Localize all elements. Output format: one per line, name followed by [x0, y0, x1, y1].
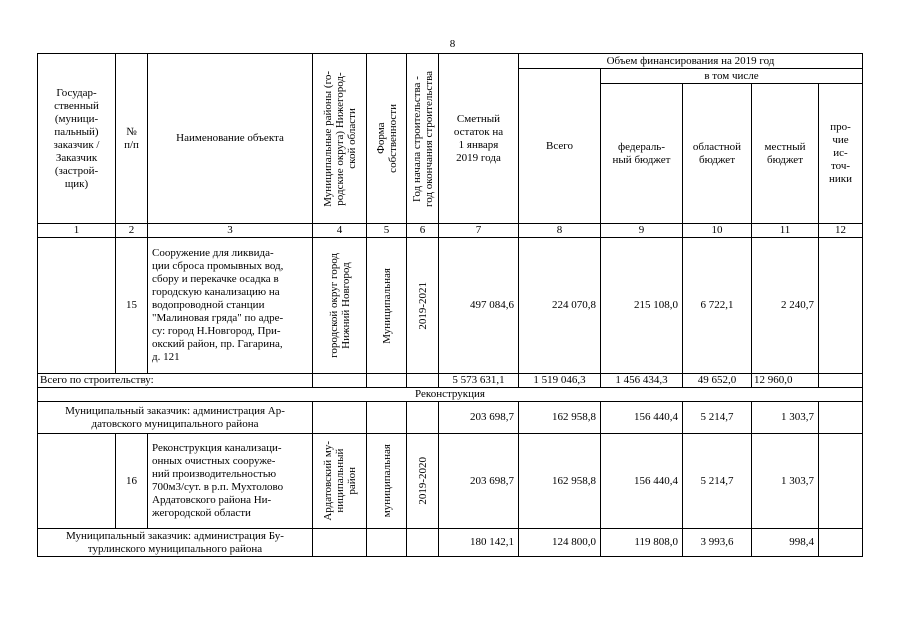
local-value: 1 303,7 — [752, 434, 819, 529]
years-cell: 2019-2020 — [407, 434, 439, 529]
other-value — [819, 374, 863, 388]
federal-value: 156 440,4 — [601, 402, 683, 434]
column-number: 8 — [519, 224, 601, 238]
local-value: 12 960,0 — [752, 374, 819, 388]
section-row — [38, 388, 863, 402]
total-value: 124 800,0 — [519, 529, 601, 557]
customer-cell — [38, 238, 116, 374]
federal-value: 215 108,0 — [601, 238, 683, 374]
regional-value: 49 652,0 — [683, 374, 752, 388]
column-number-row — [38, 224, 863, 238]
customer-label: Муниципальный заказчик: администрация Ар- датовского муниципального района — [38, 402, 313, 434]
federal-value: 119 808,0 — [601, 529, 683, 557]
total-value: 224 070,8 — [519, 238, 601, 374]
header-estimate: Сметный остаток на 1 января 2019 года — [439, 54, 519, 224]
local-value: 1 303,7 — [752, 402, 819, 434]
total-value: 162 958,8 — [519, 402, 601, 434]
local-value: 998,4 — [752, 529, 819, 557]
federal-value: 156 440,4 — [601, 434, 683, 529]
header-other: про- чие ис- точ- ники — [819, 84, 863, 224]
header-regional: областной бюджет — [683, 84, 752, 224]
district-cell: Ардатовский му- ниципальный район — [313, 434, 367, 529]
column-number: 5 — [367, 224, 407, 238]
header-district: Муниципальные районы (го- родские округа) Нижегород- ской области — [313, 54, 367, 224]
column-number: 12 — [819, 224, 863, 238]
estimate-value: 497 084,6 — [439, 238, 519, 374]
estimate-value: 203 698,7 — [439, 434, 519, 529]
estimate-value: 203 698,7 — [439, 402, 519, 434]
column-number: 3 — [148, 224, 313, 238]
header-customer: Государ- ственный (муници- пальный) заказчик / Заказчик (застрой- щик) — [38, 54, 116, 224]
customer-row — [38, 529, 863, 557]
column-number: 7 — [439, 224, 519, 238]
header-object-name: Наименование объекта — [148, 54, 313, 224]
other-value — [819, 434, 863, 529]
header-including: в том числе — [601, 69, 863, 84]
table-row — [38, 434, 863, 529]
object-name: Реконструкция канализаци- онных очистных сооруже- ний производительностью 700м3/сут. в р.п. Мухтолово Ардатовского района Ни- жегородской области — [148, 434, 313, 529]
table-row — [38, 238, 863, 374]
local-value: 2 240,7 — [752, 238, 819, 374]
page-number: 8 — [449, 38, 456, 50]
customer-cell — [38, 434, 116, 529]
row-number: 16 — [116, 434, 148, 529]
header-years: Год начала строительства - год окончания строительства — [407, 54, 439, 224]
regional-value: 6 722,1 — [683, 238, 752, 374]
regional-value: 3 993,6 — [683, 529, 752, 557]
column-number: 2 — [116, 224, 148, 238]
column-number: 6 — [407, 224, 439, 238]
customer-label: Муниципальный заказчик: администрация Бу- турлинского муниципального района — [38, 529, 313, 557]
header-ownership: Форма собственности — [367, 54, 407, 224]
customer-row — [38, 402, 863, 434]
financing-table — [37, 53, 863, 557]
object-name: Сооружение для ликвида- ции сброса промывных вод, сбору и перекачке осадка в городскую канализацию на водопроводной станции "Малиновая гряда" по адре- су: город Н.Новгород, При- окский район, пр. Гагарина, д. 121 — [148, 238, 313, 374]
column-number: 9 — [601, 224, 683, 238]
federal-value: 1 456 434,3 — [601, 374, 683, 388]
total-value: 162 958,8 — [519, 434, 601, 529]
estimate-value: 180 142,1 — [439, 529, 519, 557]
header-federal: федераль- ный бюджет — [601, 84, 683, 224]
regional-value: 5 214,7 — [683, 402, 752, 434]
total-value: 1 519 046,3 — [519, 374, 601, 388]
other-value — [819, 238, 863, 374]
ownership-cell: муниципальная — [367, 434, 407, 529]
years-cell: 2019-2021 — [407, 238, 439, 374]
header-total: Всего — [519, 69, 601, 224]
construction-total-row — [38, 374, 863, 388]
estimate-value: 5 573 631,1 — [439, 374, 519, 388]
column-number: 4 — [313, 224, 367, 238]
header-funding-2019: Объем финансирования на 2019 год — [519, 54, 863, 69]
regional-value: 5 214,7 — [683, 434, 752, 529]
header-local: местный бюджет — [752, 84, 819, 224]
column-number: 1 — [38, 224, 116, 238]
column-number: 11 — [752, 224, 819, 238]
district-cell: городской округ город Нижний Новгород — [313, 238, 367, 374]
header-number: № п/п — [116, 54, 148, 224]
reconstruction-section-label: Реконструкция — [38, 388, 863, 402]
column-number: 10 — [683, 224, 752, 238]
construction-total-label: Всего по строительству: — [38, 374, 313, 388]
ownership-cell: Муниципальная — [367, 238, 407, 374]
row-number: 15 — [116, 238, 148, 374]
